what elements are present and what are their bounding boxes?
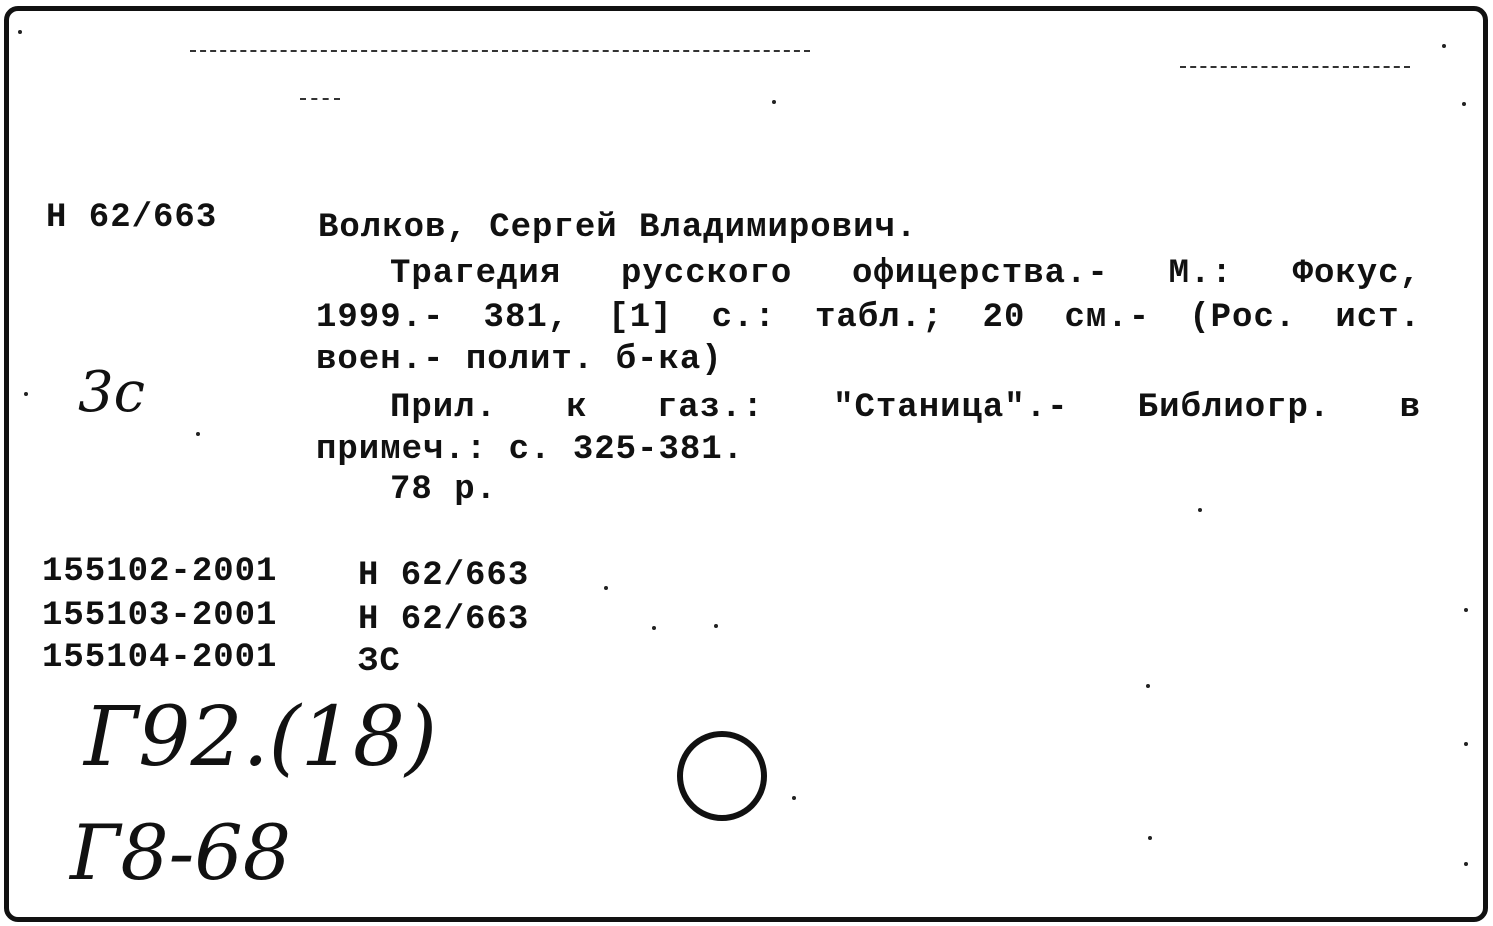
notes-line: Прил. к газ.: "Станица".- Библиогр. в <box>390 389 1421 427</box>
scan-artifact-dot <box>1146 684 1150 688</box>
scan-artifact-dot <box>792 796 796 800</box>
scan-artifact-dot <box>1464 608 1468 612</box>
handwritten-mark: 3с <box>78 360 145 425</box>
scan-artifact-dot <box>1464 742 1468 746</box>
series-line: воен.- полит. б-ка) <box>316 341 723 379</box>
inventory-number: 155103-2001 <box>42 597 278 635</box>
scan-artifact-dot <box>772 100 776 104</box>
holding-location: ЗС <box>358 643 401 681</box>
handwritten-code: Г8-68 <box>70 808 292 897</box>
call-number: Н 62/663 <box>46 199 218 237</box>
scan-artifact-dot <box>24 392 28 396</box>
scan-artifact-dot <box>1442 44 1446 48</box>
scan-artifact-line <box>1180 66 1410 68</box>
scan-artifact-dot <box>604 586 608 590</box>
scan-artifact-dot <box>1198 508 1202 512</box>
scan-artifact-dot <box>1464 862 1468 866</box>
inventory-number: 155102-2001 <box>42 553 278 591</box>
scan-artifact-line <box>300 98 340 100</box>
holding-location: Н 62/663 <box>358 601 530 639</box>
scan-artifact-dot <box>714 624 718 628</box>
inventory-number: 155104-2001 <box>42 639 278 677</box>
punch-hole-icon <box>674 726 772 824</box>
scan-artifact-dot <box>1462 102 1466 106</box>
scan-artifact-dot <box>196 432 200 436</box>
price: 78 р. <box>390 471 498 509</box>
notes-line: примеч.: с. 325-381. <box>316 431 745 469</box>
handwritten-classification: Г92.(18) <box>84 690 438 785</box>
holding-location: Н 62/663 <box>358 557 530 595</box>
title-line: Трагедия русского офицерства.- М.: Фокус, <box>390 255 1421 293</box>
scan-artifact-line <box>190 50 810 52</box>
scan-artifact-dot <box>652 626 656 630</box>
imprint-line: 1999.- 381, [1] с.: табл.; 20 см.- (Рос. ист. <box>316 299 1421 337</box>
scan-artifact-dot <box>1148 836 1152 840</box>
scan-artifact-dot <box>18 30 22 34</box>
author-heading: Волков, Сергей Владимирович. <box>318 209 918 247</box>
